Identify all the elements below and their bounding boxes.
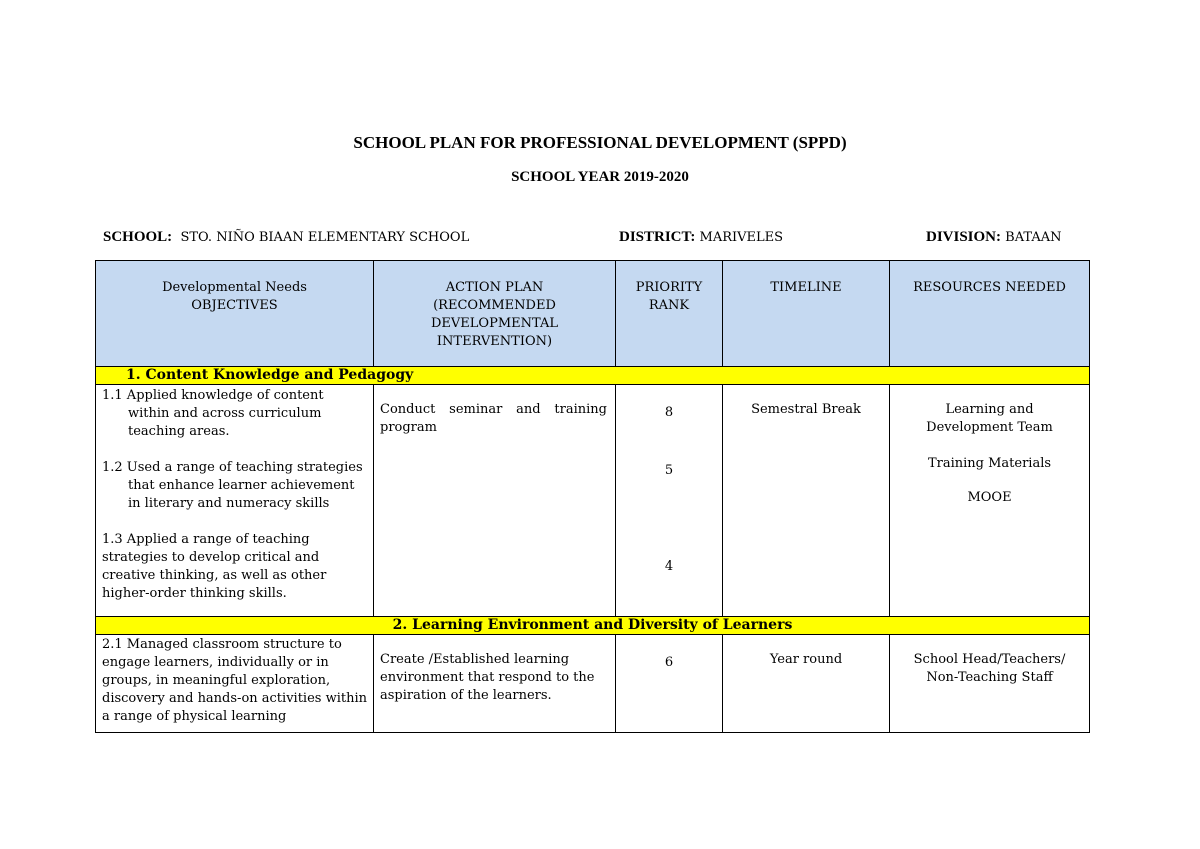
- resources-cell: [890, 385, 1090, 617]
- district-value: MARIVELES: [699, 230, 784, 245]
- section-heading-row: [96, 617, 1090, 635]
- table-row: [96, 635, 1090, 733]
- sppd-table: [95, 260, 1090, 733]
- rank-2-1: 6: [664, 655, 674, 670]
- rank-1-1: 8: [664, 405, 674, 420]
- section-heading-2: 2. Learning Environment and Diversity of Learners: [96, 617, 1090, 635]
- rank-1-2: 5: [664, 463, 674, 478]
- table-header-row: [96, 261, 1090, 367]
- action-plan-1: Conduct seminar and training program: [380, 402, 607, 435]
- division-info: [926, 229, 1062, 246]
- school-year: SCHOOL YEAR 2019-2020: [511, 169, 689, 185]
- district-label: DISTRICT:: [619, 229, 696, 245]
- priority-cell: [616, 635, 723, 733]
- division-value: BATAAN: [1005, 230, 1062, 245]
- rank-1-3: 4: [664, 559, 674, 574]
- document-title: SCHOOL PLAN FOR PROFESSIONAL DEVELOPMENT (SPPD): [353, 133, 847, 152]
- objective-1-1: 1.1 Applied knowledge of content within and across curriculum teaching areas.: [102, 388, 324, 439]
- priority-cell: [616, 385, 723, 617]
- resource-6: Non-Teaching Staff: [926, 670, 1053, 685]
- timeline-2: Year round: [769, 652, 843, 667]
- section-heading-1: 1. Content Knowledge and Pedagogy: [96, 367, 1090, 385]
- resource-5: School Head/Teachers/: [913, 652, 1066, 667]
- table-row: [96, 385, 1090, 617]
- resource-3: Training Materials: [927, 456, 1052, 471]
- header-timeline: TIMELINE: [723, 261, 890, 367]
- action-plan-2: Create /Established learning environment that respond to the aspiration of the learners.: [380, 652, 595, 703]
- section-heading-row: [96, 367, 1090, 385]
- resource-4: MOOE: [967, 490, 1012, 505]
- resources-cell: [890, 635, 1090, 733]
- objective-1-2: 1.2 Used a range of teaching strategies that enhance learner achievement in literary and numeracy skills: [102, 460, 363, 511]
- header-resources: RESOURCES NEEDED: [890, 261, 1090, 367]
- objective-2-1: 2.1 Managed classroom structure to engage learners, individually or in groups, in meaningful exploration, discovery and hands-on activities within a range of physical learning: [102, 637, 367, 724]
- objectives-cell: [96, 635, 374, 733]
- division-label: DIVISION:: [926, 229, 1002, 245]
- district-info: [619, 229, 783, 246]
- resource-2: Development Team: [926, 420, 1053, 435]
- timeline-1: Semestral Break: [751, 402, 861, 417]
- header-objectives: Developmental Needs OBJECTIVES: [96, 261, 374, 367]
- timeline-cell: [723, 635, 890, 733]
- school-value: STO. NIÑO BIAAN ELEMENTARY SCHOOL: [180, 230, 470, 245]
- action-plan-cell: [374, 635, 616, 733]
- header-priority-rank: PRIORITY RANK: [616, 261, 723, 367]
- header-action-plan: ACTION PLAN (RECOMMENDED DEVELOPMENTAL INTERVENTION): [374, 261, 616, 367]
- school-info: [103, 229, 469, 246]
- timeline-cell: [723, 385, 890, 617]
- resource-1: Learning and: [945, 402, 1034, 417]
- school-label: SCHOOL:: [103, 229, 173, 245]
- objectives-cell: [96, 385, 374, 617]
- action-plan-cell: [374, 385, 616, 617]
- objective-1-3: 1.3 Applied a range of teaching strategies to develop critical and creative thinking, as well as other higher-order thinking skills.: [102, 532, 327, 601]
